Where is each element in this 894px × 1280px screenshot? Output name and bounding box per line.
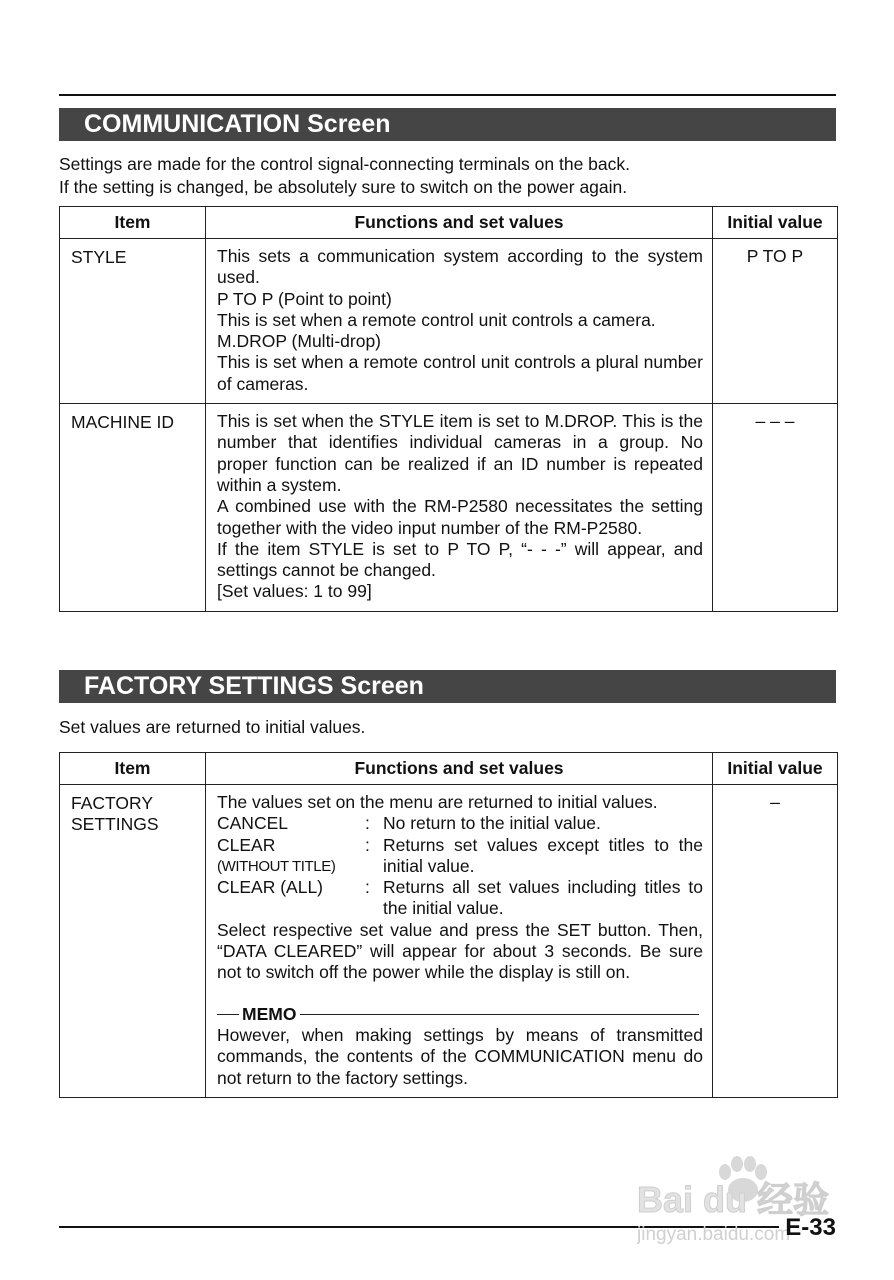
factory-intro: Set values are returned to initial values. bbox=[59, 717, 366, 737]
func-line: The values set on the menu are returned to initial values. bbox=[217, 792, 658, 812]
memo-heading bbox=[217, 1004, 703, 1025]
option-colon: : bbox=[365, 877, 370, 898]
functions-cell bbox=[206, 239, 713, 404]
option-term: CLEAR (ALL) bbox=[217, 877, 324, 898]
option-desc: Returns all set values including titles to the initial value. bbox=[383, 877, 703, 919]
option-clear-all bbox=[217, 877, 703, 920]
communication-intro-line-1: Settings are made for the control signal-connecting terminals on the back. bbox=[59, 154, 631, 174]
option-term: CANCEL bbox=[217, 813, 288, 834]
option-colon: : bbox=[365, 813, 370, 834]
factory-table bbox=[59, 752, 838, 1098]
func-line: A combined use with the RM-P2580 necessitates the setting together with the video input number of the RM-P2580. bbox=[217, 496, 703, 538]
table-row bbox=[60, 404, 838, 612]
top-rule bbox=[59, 94, 836, 96]
communication-section-title: COMMUNICATION Screen bbox=[59, 108, 836, 141]
option-clear bbox=[217, 835, 703, 878]
item-cell: STYLE bbox=[60, 239, 206, 404]
initial-value-cell: P TO P bbox=[713, 239, 838, 404]
func-line: [Set values: 1 to 99] bbox=[217, 581, 372, 602]
memo-label: MEMO bbox=[242, 1003, 297, 1024]
option-term bbox=[217, 835, 365, 878]
item-cell: FACTORY SETTINGS bbox=[60, 785, 206, 1098]
communication-intro-line-2: If the setting is changed, be absolutely sure to switch on the power again. bbox=[59, 177, 628, 197]
option-desc: No return to the initial value. bbox=[383, 813, 601, 834]
option-desc: Returns set values except titles to the initial value. bbox=[383, 834, 703, 876]
func-line: This sets a communication system according to the system used. bbox=[217, 246, 703, 288]
func-line: This is set when a remote control unit controls a plural number of cameras. bbox=[217, 352, 703, 394]
page-number: E-33 bbox=[785, 1214, 836, 1241]
item-cell: MACHINE ID bbox=[60, 404, 206, 612]
func-line: M.DROP (Multi-drop) bbox=[217, 331, 382, 352]
table-row bbox=[60, 785, 838, 1098]
header-initial-value: Initial value bbox=[713, 207, 838, 239]
func-line: Select respective set value and press the SET button. Then, “DATA CLEARED” will appear for about 3 seconds. Be sure not to switch off the power while the display is still on. bbox=[217, 919, 703, 983]
memo-rule-right bbox=[300, 1014, 699, 1015]
factory-section-title: FACTORY SETTINGS Screen bbox=[59, 670, 836, 703]
watermark-text: Bai du 经验 bbox=[637, 1179, 830, 1220]
header-item: Item bbox=[60, 753, 206, 785]
header-item: Item bbox=[60, 207, 206, 239]
header-functions: Functions and set values bbox=[206, 753, 713, 785]
option-term-main: CLEAR bbox=[217, 834, 276, 855]
initial-value-cell: – bbox=[713, 785, 838, 1098]
option-cancel bbox=[217, 813, 703, 834]
func-line: This is set when a remote control unit controls a camera. bbox=[217, 309, 656, 330]
table-row bbox=[60, 239, 838, 404]
initial-value-cell: – – – bbox=[713, 404, 838, 612]
header-initial-value: Initial value bbox=[713, 753, 838, 785]
func-line: P TO P (Point to point) bbox=[217, 288, 392, 309]
header-functions: Functions and set values bbox=[206, 207, 713, 239]
memo-rule-left bbox=[217, 1014, 239, 1015]
func-line: If the item STYLE is set to P TO P, “- - -” will appear, and settings cannot be changed. bbox=[217, 538, 703, 581]
func-line: This is set when the STYLE item is set to M.DROP. This is the number that identifies individual cameras in a group. No proper function can be realized if an ID number is repeated within a system. bbox=[217, 411, 703, 495]
memo-text: However, when making settings by means of transmitted commands, the contents of the COMMUNICATION menu do not return to the factory settings. bbox=[217, 1024, 703, 1088]
option-colon: : bbox=[365, 834, 370, 855]
functions-cell bbox=[206, 785, 713, 1098]
table-header-row bbox=[60, 207, 838, 239]
watermark-url: jingyan.baidu.com bbox=[637, 1224, 791, 1245]
communication-intro bbox=[59, 153, 630, 199]
option-term-sub: (WITHOUT TITLE) bbox=[217, 857, 336, 875]
communication-table bbox=[59, 206, 838, 612]
table-header-row bbox=[60, 753, 838, 785]
functions-cell bbox=[206, 404, 713, 612]
